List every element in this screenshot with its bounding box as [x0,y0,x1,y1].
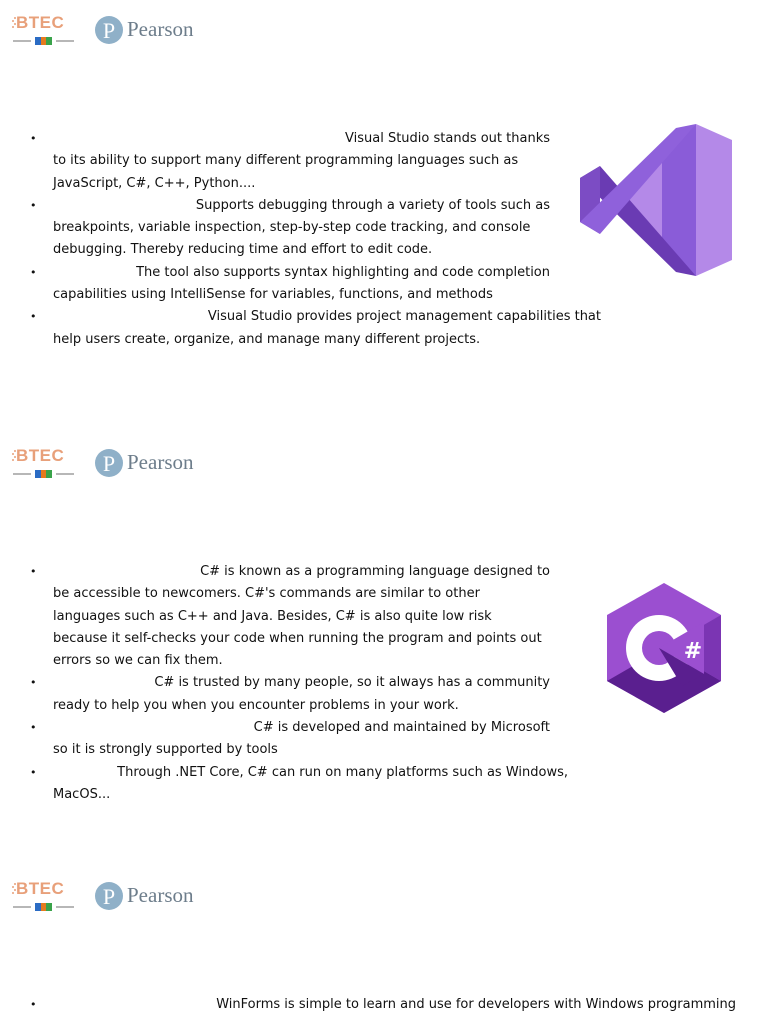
header-logos-1 [12,12,212,52]
pearson-wordmark: Pearson [127,883,194,907]
list-item: • The tool also supports syntax highlighting and code completion capabilities using IntelliSense for variables, functions, and methods [30,264,550,303]
btec-tagline-icon [13,903,75,911]
pearson-mark-icon [94,12,124,46]
header-logos-3 [12,878,212,918]
visual-studio-logo-icon [578,122,734,278]
btec-logo [12,445,76,481]
btec-wordmark: BTEC [16,879,65,898]
bullet-list-visual-studio [28,128,601,351]
btec-tagline-icon [13,470,75,478]
list-item: • C# is known as a programming language designed to be accessible to newcomers. C#'s commands are similar to other languages such as C++ and Java. Besides, C# is also quite low risk because it self-checks your code when running the program and points out errors so we can fix them. [30,564,550,669]
header-logos-2 [12,445,212,485]
bullet-list-winforms [28,994,736,1016]
pearson-wordmark: Pearson [127,17,194,41]
pearson-mark-icon [94,445,124,479]
btec-tagline-icon [13,37,75,45]
pearson-mark-icon [94,878,124,912]
bullet-list-csharp [28,561,568,806]
list-item: • C# is trusted by many people, so it always has a community ready to help you when you encounter problems in your work. [30,675,550,713]
svg-text:P: P [102,451,116,476]
pearson-wordmark: Pearson [127,450,194,474]
list-item: • Supports debugging through a variety of tools such as breakpoints, variable inspection, step-by-step code tracking, and console debugging. Thereby reducing time and effort to edit code. [30,197,550,258]
svg-text:P: P [102,884,116,909]
list-item: • C# is developed and maintained by Microsoft so it is strongly supported by tools [30,720,550,758]
list-item: • WinForms is simple to learn and use for developers with Windows programming [30,997,736,1012]
list-item: • Visual Studio stands out thanks to its ability to support many different programming languages such as JavaScript, C#, C++, Python.... [30,131,550,191]
list-item: • Through .NET Core, C# can run on many platforms such as Windows, MacOS... [30,764,568,802]
csharp-hash-label: # [683,639,703,664]
csharp-logo-icon [604,581,724,715]
btec-wordmark: BTEC [16,446,65,465]
btec-wordmark: BTEC [16,13,65,32]
svg-text:P: P [102,18,116,43]
btec-logo [12,12,76,48]
btec-logo [12,878,76,914]
list-item: • Visual Studio provides project management capabilities that help users create, organize, and manage many different projects. [30,309,601,347]
